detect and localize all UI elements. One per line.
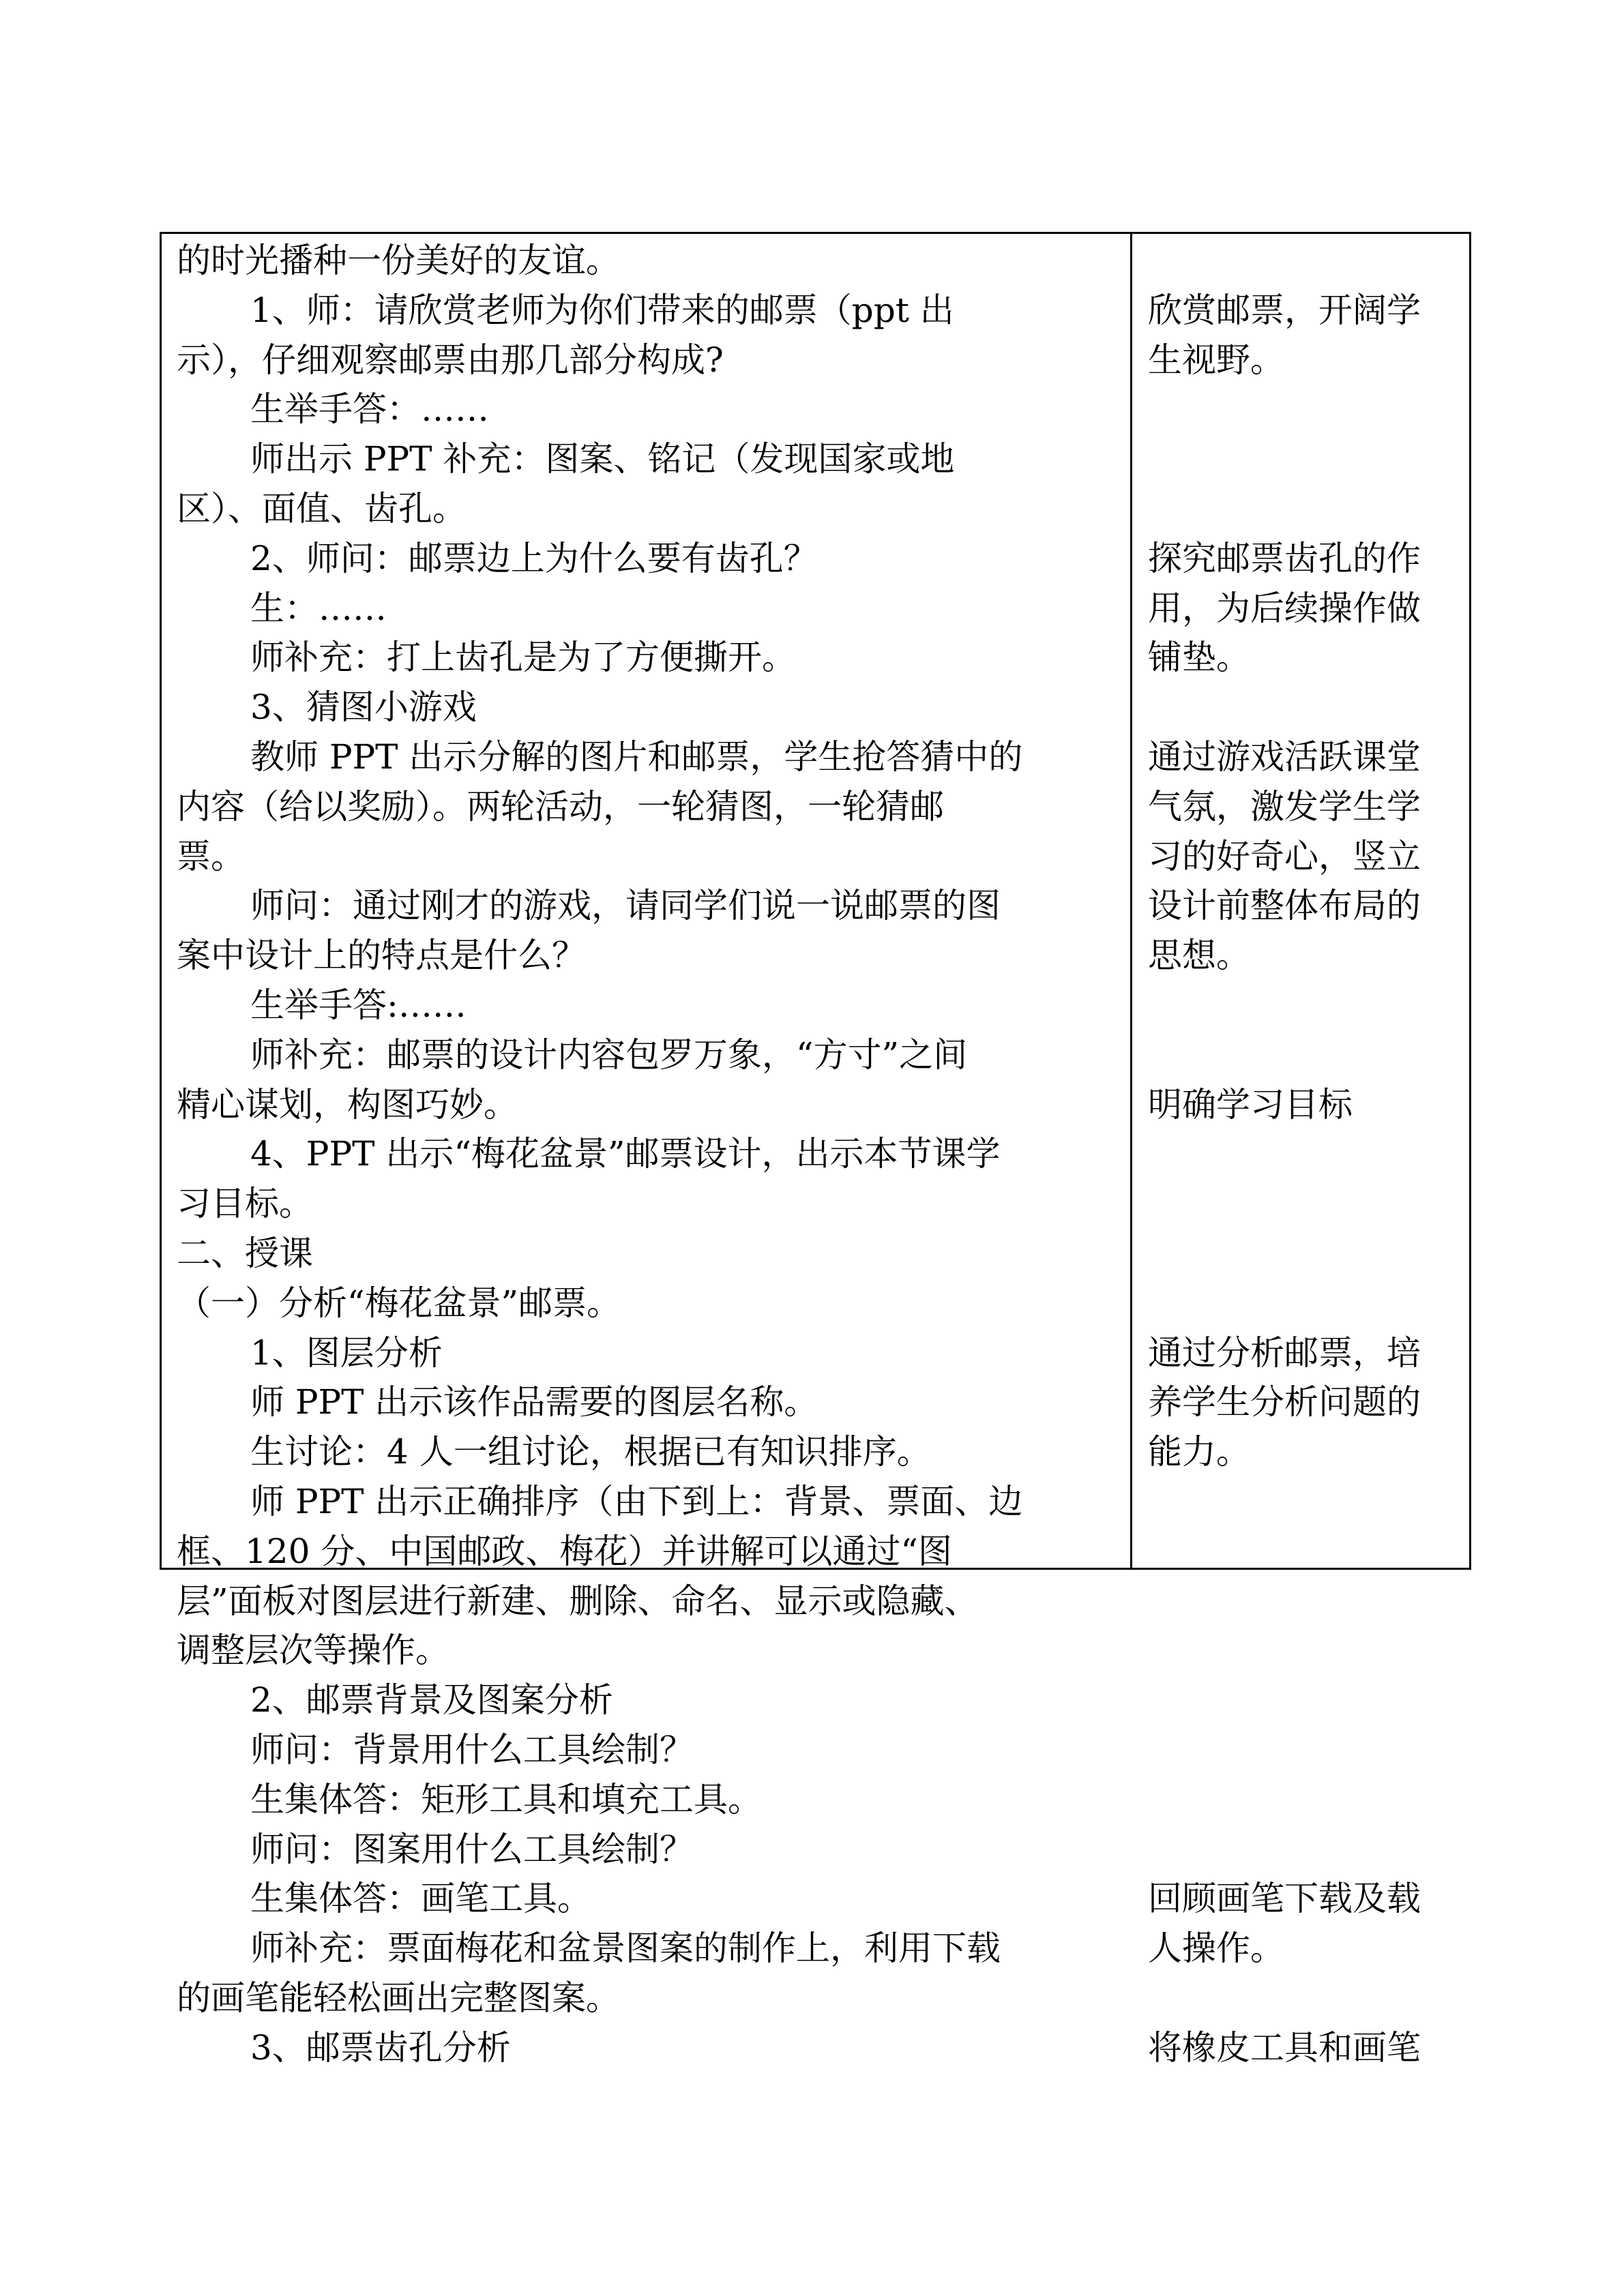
process-line: 1、师：请欣赏老师为你们带来的邮票（ppt 出	[250, 290, 954, 330]
intent-line: 将橡皮工具和画笔	[1148, 2027, 1421, 2068]
process-line: 师补充：票面梅花和盆景图案的制作上，利用下载	[250, 1928, 1001, 1969]
process-line: 生举手答：……	[250, 389, 489, 430]
intent-line: 回顾画笔下载及载	[1148, 1879, 1421, 1919]
process-line: 内容（给以奖励）。两轮活动，一轮猜图，一轮猜邮	[177, 786, 944, 826]
process-line: 票。	[177, 836, 245, 876]
process-line: 师 PPT 出示正确排序（由下到上：背景、票面、边	[250, 1482, 1023, 1521]
process-line: 生集体答：矩形工具和填充工具。	[250, 1779, 762, 1819]
process-line: 4、PPT 出示“梅花盆景”邮票设计，出示本节课学	[250, 1134, 1001, 1174]
process-line: 区）、面值、齿孔。	[177, 489, 467, 528]
intent-line: 能力。	[1148, 1432, 1250, 1472]
process-line: 框、120 分、中国邮政、梅花）并讲解可以通过“图	[177, 1531, 952, 1571]
process-line: 师出示 PPT 补充：图案、铭记（发现国家或地	[250, 439, 955, 479]
intent-line: 明确学习目标	[1148, 1084, 1353, 1124]
process-line: 生：……	[250, 588, 387, 628]
intent-line: 气氛，激发学生学	[1148, 786, 1421, 826]
process-line: 师补充：邮票的设计内容包罗万象，“方寸”之间	[250, 1034, 968, 1075]
process-line: 师 PPT 出示该作品需要的图层名称。	[250, 1382, 818, 1422]
process-line: 生举手答:……	[250, 985, 467, 1025]
process-line: 二、授课	[177, 1234, 313, 1273]
intent-line: 通过分析邮票，培	[1148, 1332, 1421, 1373]
lesson-plan-table	[160, 232, 1471, 2068]
intent-line: 探究邮票齿孔的作	[1148, 538, 1421, 578]
process-line: 2、师问：邮票边上为什么要有齿孔？	[250, 538, 818, 578]
intent-line: 养学生分析问题的	[1148, 1382, 1421, 1422]
intent-line: 设计前整体布局的	[1148, 886, 1421, 926]
process-line: 师问：图案用什么工具绘制？	[250, 1829, 694, 1869]
process-line: 师问：通过刚才的游戏，请同学们说一说邮票的图	[250, 886, 1001, 926]
process-line: 3、猜图小游戏	[250, 687, 477, 728]
process-line: 示），仔细观察邮票由那几部分构成?	[177, 340, 724, 380]
process-line: 师补充：打上齿孔是为了方便撕开。	[250, 638, 796, 678]
intent-line: 人操作。	[1148, 1928, 1284, 1969]
intent-line: 思想。	[1148, 936, 1250, 976]
column-divider	[1130, 234, 1132, 1568]
intent-line: 通过游戏活跃课堂	[1148, 737, 1421, 777]
intent-line: 习的好奇心，竖立	[1148, 836, 1421, 876]
process-line: 生集体答：画笔工具。	[250, 1879, 591, 1919]
process-line: 师问：背景用什么工具绘制？	[250, 1730, 694, 1770]
intent-line: 生视野。	[1148, 340, 1284, 380]
intent-line: 铺垫。	[1148, 638, 1250, 678]
process-line: 教师 PPT 出示分解的图片和邮票，学生抢答猜中的	[250, 737, 1023, 777]
process-line: 2、邮票背景及图案分析	[250, 1680, 613, 1720]
process-line: 层”面板对图层进行新建、删除、命名、显示或隐藏、	[177, 1581, 979, 1621]
intent-line: 欣赏邮票，开阔学	[1148, 290, 1421, 330]
process-line: 调整层次等操作。	[177, 1630, 449, 1671]
process-line: 案中设计上的特点是什么？	[177, 936, 586, 976]
process-line: 3、邮票齿孔分析	[250, 2027, 511, 2068]
process-line: 生讨论：4 人一组讨论，根据已有知识排序。	[250, 1432, 931, 1472]
process-line: 的画笔能轻松画出完整图案。	[177, 1978, 620, 2018]
process-line: 精心谋划，构图巧妙。	[177, 1084, 518, 1124]
intent-line: 用，为后续操作做	[1148, 588, 1421, 628]
process-line: 习目标。	[177, 1184, 313, 1224]
process-line: （一）分析“梅花盆景”邮票。	[177, 1283, 621, 1323]
process-line: 1、图层分析	[250, 1332, 443, 1373]
process-line: 的时光播种一份美好的友谊。	[177, 241, 620, 280]
